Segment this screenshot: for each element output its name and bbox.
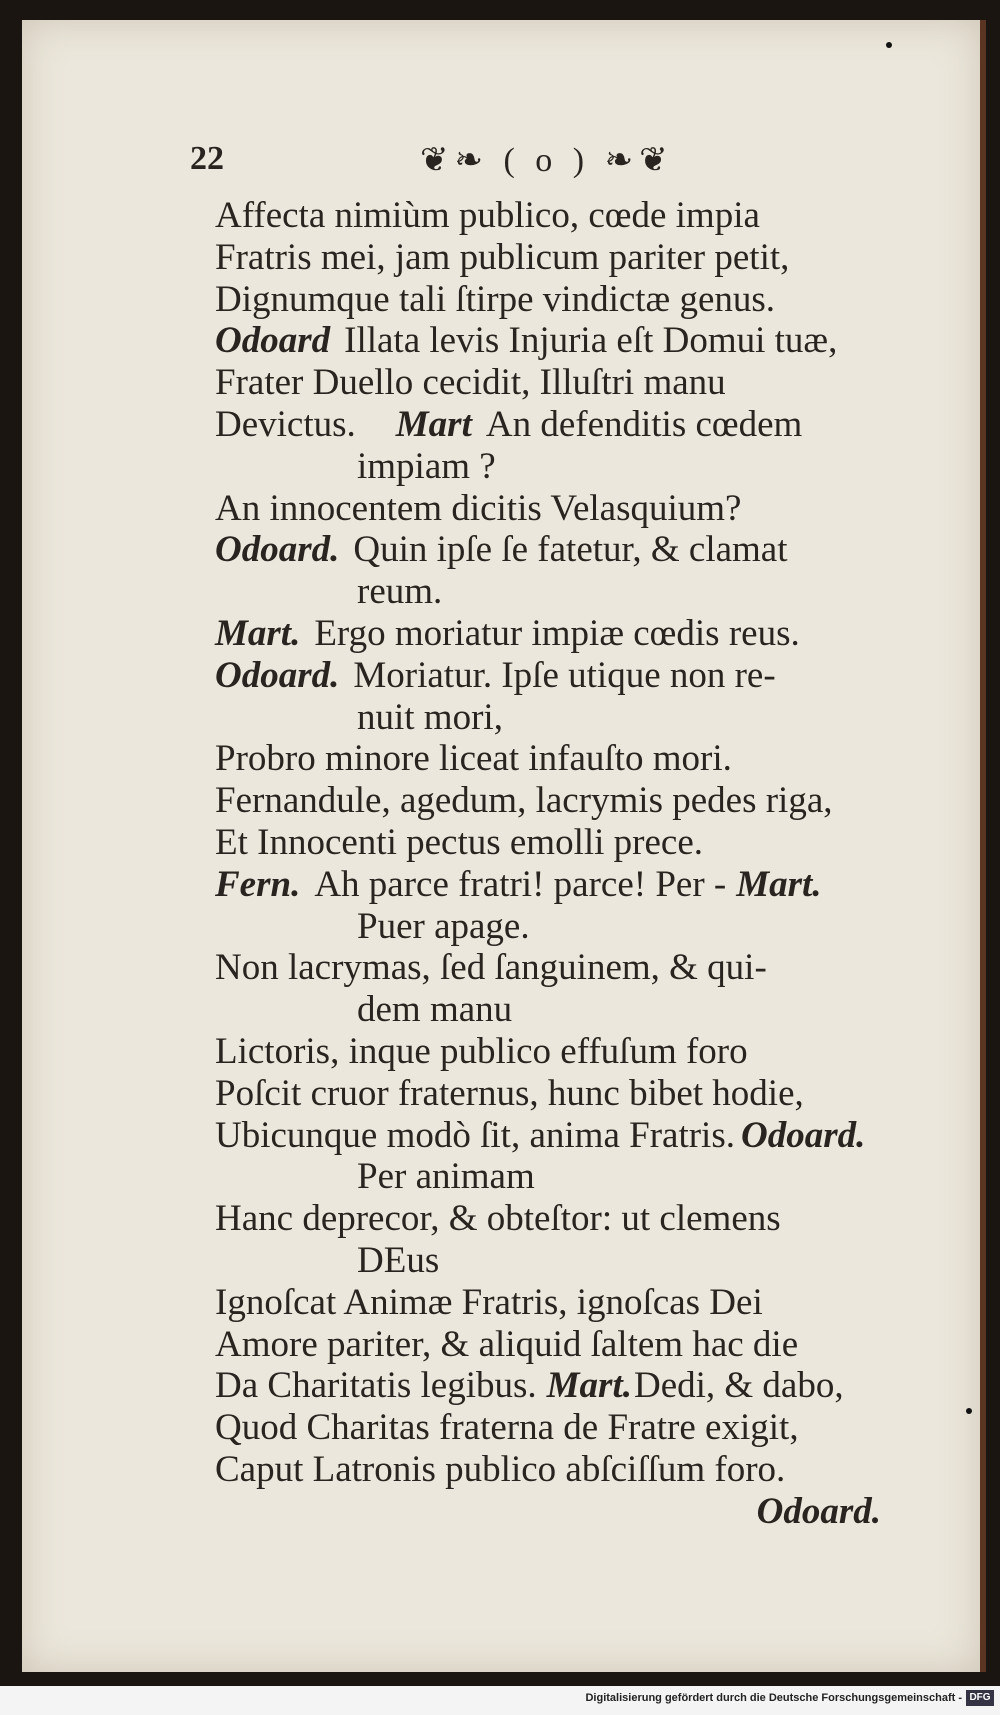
- text-line: Affecta nimiùm publico, cœde impia: [215, 195, 760, 236]
- text-line: Caput Latronis publico abſciſſum foro.: [215, 1448, 786, 1490]
- text-line: DEus: [357, 1239, 440, 1281]
- text-line: Odoard. Moriatur. Ipſe utique non re-: [215, 654, 776, 696]
- text-line: dem manu: [357, 989, 513, 1031]
- text-line: Odoard Illata levis Injuria eſt Domui tuæ,: [215, 320, 838, 362]
- dfg-logo: DFG: [966, 1690, 994, 1706]
- text-line: Amore pariter, & aliquid ſaltem hac die: [215, 1323, 799, 1365]
- text-line: Lictoris, inque publico effuſum foro: [215, 1030, 748, 1072]
- text-line: reum.: [357, 571, 443, 613]
- text-line: Fernandule, agedum, lacrymis pedes riga,: [215, 780, 833, 822]
- text-line: Poſcit cruor fraternus, hunc bibet hodie,: [215, 1072, 804, 1114]
- text-line: Dignumque tali ſtirpe vindictæ genus.: [215, 278, 776, 320]
- speaker-label: Odoard.: [740, 1114, 866, 1156]
- text-line: Da Charitatis legibus. Mart.Dedi, & dabo,: [215, 1365, 844, 1407]
- text-line: Mart. Ergo moriatur impiæ cœdis reus.: [215, 612, 800, 654]
- text-line: Quod Charitas fraterna de Fratre exigit,: [215, 1407, 799, 1449]
- text-line: Hanc deprecor, & obteſtor: ut clemens: [215, 1198, 781, 1240]
- speaker-label: Fern.: [215, 863, 301, 905]
- text-line: An innocentem dicitis Velasquium?: [215, 487, 742, 529]
- header-ornament: ❦❧ ( o ) ❧❦: [420, 142, 674, 179]
- text-line: Ubicunque modò ſit, anima Fratris. Odoard.: [215, 1114, 866, 1156]
- funding-notice: Digitalisierung gefördert durch die Deutsche Forschungsgemeinschaft -: [585, 1692, 962, 1704]
- speaker-label: Mart.: [215, 612, 301, 654]
- text-line: Ignoſcat Animæ Fratris, ignoſcas Dei: [215, 1281, 763, 1323]
- text-line: Fern. Ah parce fratri! parce! Per - Mart.: [215, 863, 822, 905]
- text-line: impiam ?: [357, 445, 496, 487]
- footer-bar: [0, 1686, 1000, 1715]
- catchword: Odoard.: [756, 1490, 881, 1532]
- text-line: Per animam: [357, 1156, 535, 1198]
- text-line: Odoard. Quin ipſe ſe fatetur, & clamat: [215, 529, 788, 571]
- speaker-label: Mart.: [736, 863, 822, 905]
- ink-speck: [966, 1408, 972, 1414]
- text-line: Non lacrymas, ſed ſanguinem, & qui-: [215, 947, 767, 989]
- speaker-label: Odoard.: [215, 529, 340, 571]
- text-line: Probro minore liceat infauſto mori.: [215, 738, 732, 780]
- text-line: nuit mori,: [357, 696, 503, 738]
- text-line: Et Innocenti pectus emolli prece.: [215, 821, 704, 863]
- speaker-label: Odoard.: [215, 654, 340, 696]
- play-text: [215, 195, 955, 1533]
- ink-speck: [886, 42, 892, 48]
- speaker-label: Odoard: [215, 320, 331, 362]
- speaker-label: Mart: [395, 403, 472, 445]
- running-header: [190, 140, 750, 180]
- text-line: Puer apage.: [357, 905, 530, 947]
- page-number: 22: [190, 140, 224, 177]
- speaker-label: Mart.: [546, 1365, 632, 1407]
- text-line: Fratris mei, jam publicum pariter petit,: [215, 236, 790, 278]
- text-line: Devictus. Mart An defenditis cœdem: [215, 403, 803, 445]
- text-line: Frater Duello cecidit, Illuſtri manu: [215, 362, 726, 404]
